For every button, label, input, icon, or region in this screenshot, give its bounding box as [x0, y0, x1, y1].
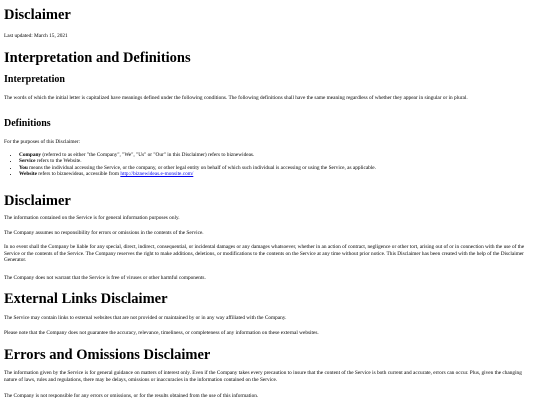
disclaimer-section-heading: Disclaimer — [4, 193, 71, 209]
definition-text: refers to the Website. — [35, 158, 82, 165]
disclaimer-p3: In no event shall the Company be liable for any special, direct, indirect, consequential, or incidental damages or any damages whatsoever, whether in an action of contract, negligence or other tort, arising out of or in connection with the use of the Service or the contents of the Service. The Company reserves the right to make additions, deletions, or modifications to the contents on the Service at any time without prior notice. This Disclaimer has been created with the help of the Disclaimer Generator. — [4, 244, 525, 264]
external-links-p2: Please note that the Company does not guarantee the accuracy, relevance, timeliness, or completeness of any information on these external websites. — [4, 330, 319, 336]
website-link[interactable]: http://biznewideas.e-monsite.com/ — [120, 170, 194, 177]
disclaimer-p4: The Company does not warrant that the Service is free of viruses or other harmful components. — [4, 275, 206, 281]
definition-term: Website — [19, 170, 37, 177]
errors-omissions-p2: The Company is not responsible for any errors or omissions, or for the results obtained from the use of this information. — [4, 393, 259, 399]
definition-term: Service — [19, 158, 36, 165]
last-updated: Last updated: March 15, 2021 — [4, 33, 68, 39]
interpretation-definitions-heading: Interpretation and Definitions — [4, 50, 191, 66]
interpretation-heading: Interpretation — [4, 74, 65, 85]
definition-text: means the individual accessing the Service, or the company, or other legal entity on behalf of which such individual is accessing or using the Service, as applicable. — [27, 164, 376, 171]
errors-omissions-p1: The information given by the Service is for general guidance on matters of interest only. Even if the Company takes every precaution to insure that the content of the Service is both current and accurate, errors can occur. Plus, given the changing nature of laws, rules and regulations, there may be delays, omissions or inaccuracies in the information contained on the Service. — [4, 370, 522, 383]
disclaimer-p2: The Company assumes no responsibility for errors or omissions in the contents of the Service. — [4, 230, 204, 236]
page-title: Disclaimer — [4, 7, 71, 23]
definition-item-website — [19, 171, 536, 177]
definition-term: Company — [19, 152, 42, 158]
interpretation-text: The words of which the initial letter is capitalized have meanings defined under the following conditions. The following definitions shall have the same meaning regardless of whether they appear in singular or in plural. — [4, 95, 468, 101]
definition-text: refers to biznewideas, accessible from — [36, 170, 121, 177]
disclaimer-p1: The information contained on the Service is for general information purposes only. — [4, 215, 180, 221]
definition-term: You — [19, 164, 28, 171]
external-links-p1: The Service may contain links to external websites that are not provided or maintained by or in any way affiliated with the Company. — [4, 315, 287, 321]
definition-text: (referred to as either "the Company", "We", "Us" or "Our" in this Disclaimer) refers to biznewideas. — [41, 152, 255, 158]
definitions-list — [4, 152, 536, 177]
external-links-heading: External Links Disclaimer — [4, 291, 168, 307]
definitions-intro: For the purposes of this Disclaimer: — [4, 139, 81, 145]
definitions-heading: Definitions — [4, 118, 51, 129]
errors-omissions-heading: Errors and Omissions Disclaimer — [4, 347, 211, 363]
